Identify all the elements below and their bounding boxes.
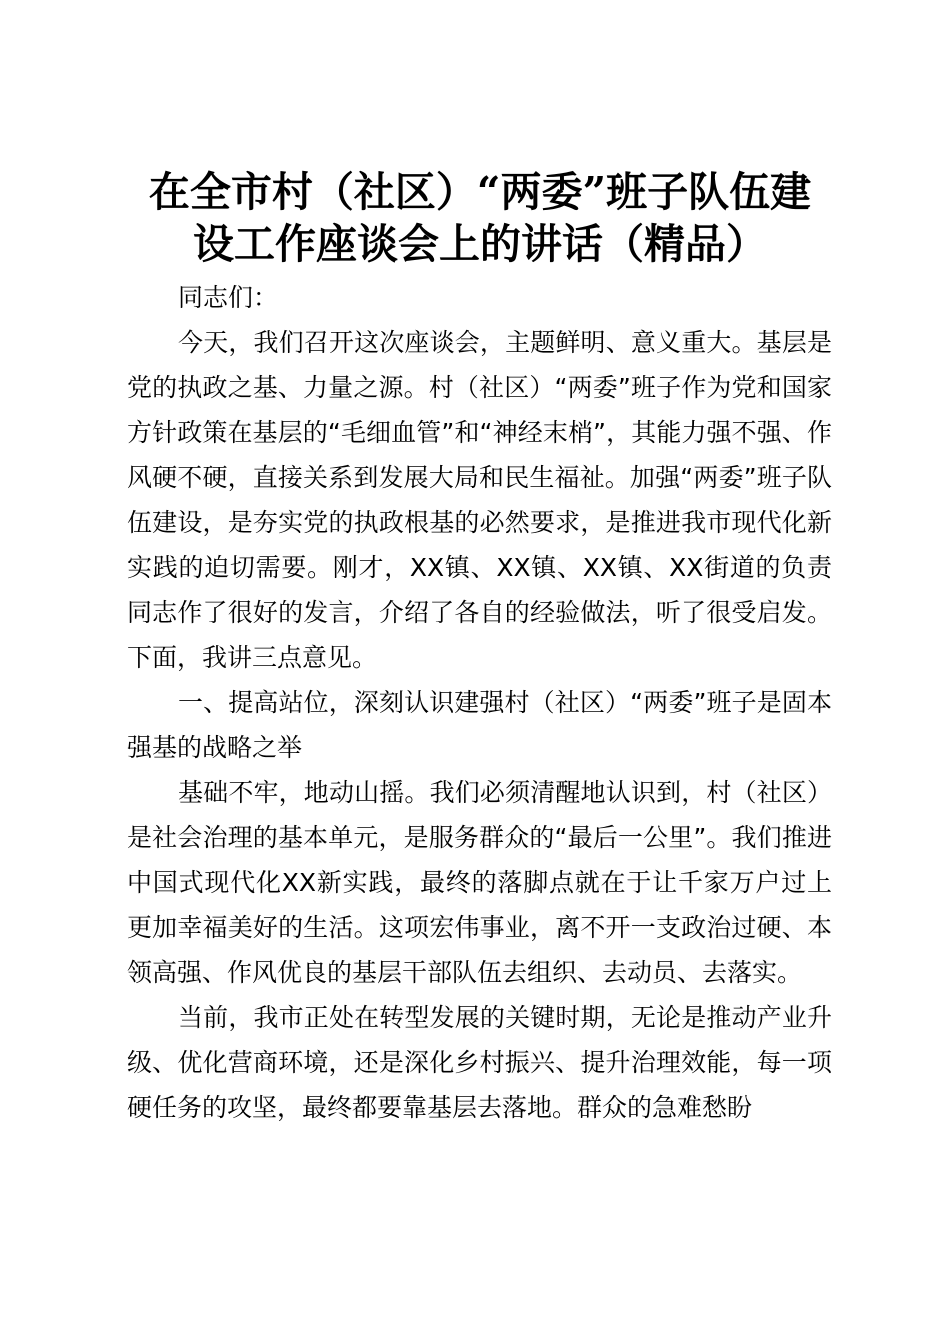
title-line-1: 在全市村（社区）“两委”班子队伍建 (148, 168, 812, 216)
document-title (120, 166, 840, 270)
document-body (127, 275, 832, 1130)
paragraph-intro: 今天，我们召开这次座谈会，主题鲜明、意义重大。基层是党的执政之基、力量之源。村（社区）“两委”班子作为党和国家方针政策在基层的“毛细血管”和“神经末梢”，其能力强不强、作风硬不硬，直接关系到发展大局和民生福祉。加强“两委”班子队伍建设，是夯实党的执政根基的必然要求，是推进我市现代化新实践的迫切需要。刚才，XX镇、XX镇、XX镇、XX街道的负责同志作了很好的发言，介绍了各自的经验做法，听了很受启发。下面，我讲三点意见。 (127, 328, 832, 672)
paragraph-2: 当前，我市正处在转型发展的关键时期，无论是推动产业升级、优化营商环境，还是深化乡村振兴、提升治理效能，每一项硬任务的攻坚，最终都要靠基层去落地。群众的急难愁盼 (127, 1003, 832, 1122)
paragraph-1: 基础不牢，地动山摇。我们必须清醒地认识到，村（社区）是社会治理的基本单元，是服务群众的“最后一公里”。我们推进中国式现代化XX新实践，最终的落脚点就在于让千家万户过上更加幸福美好的生活。这项宏伟事业，离不开一支政治过硬、本领高强、作风优良的基层干部队伍去组织、去动员、去落实。 (127, 778, 832, 987)
title-line-2: 设工作座谈会上的讲话（精品） (193, 220, 767, 268)
salutation: 同志们： (178, 283, 279, 312)
section-heading-1: 一、提高站位，深刻认识建强村（社区）“两委”班子是固本强基的战略之举 (127, 688, 832, 762)
